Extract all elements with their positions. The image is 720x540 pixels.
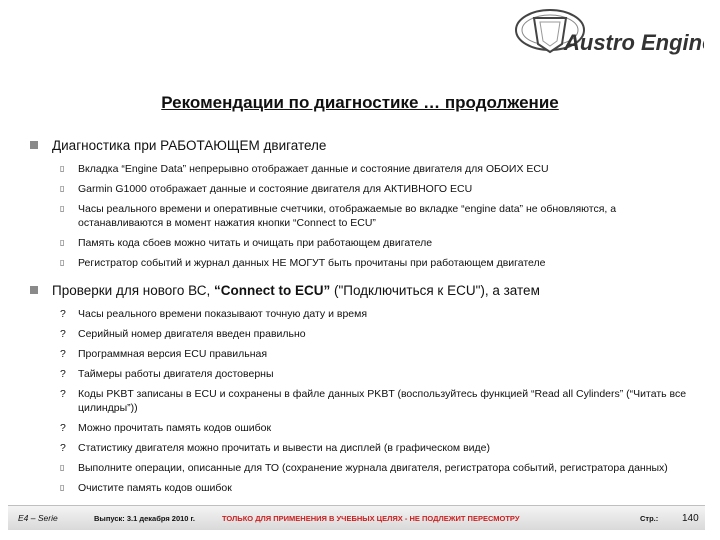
- square-bullet-icon: [30, 286, 38, 294]
- box-bullet-icon: ▯: [60, 204, 65, 213]
- list-item: ▯ Вкладка “Engine Data” непрерывно отображает данные и состояние двигателя для ОБОИХ ECU: [60, 163, 549, 175]
- list-item: ▯ Выполните операции, описанные для ТО (сохранение журнала двигателя, регистратора событий, регистратора данных): [60, 462, 668, 474]
- footer-series: E4 – Serie: [18, 513, 58, 523]
- list-item: ▯ Очистите память кодов ошибок: [60, 482, 232, 494]
- question-bullet: ?: [60, 308, 66, 320]
- list-item: ? Коды PKBT записаны в ECU и сохранены в файле данных PKBT (воспользуйтесь функцией “Read all Cylinders” (“Читать все цилиндры”)): [60, 388, 687, 414]
- list-item: ? Часы реального времени показывают точную дату и время: [60, 308, 368, 320]
- austro-engine-logo: [508, 6, 704, 62]
- section-heading: [30, 282, 700, 299]
- footer-bar: [8, 505, 705, 530]
- box-bullet-icon: ▯: [60, 463, 65, 472]
- section-heading: [30, 137, 700, 154]
- square-bullet-icon: [30, 141, 38, 149]
- page-title: Рекомендации по диагностике … продолжение: [161, 93, 559, 112]
- footer-warning: ТОЛЬКО ДЛЯ ПРИМЕНЕНИЯ В УЧЕБНЫХ ЦЕЛЯХ - НЕ ПОДЛЕЖИТ ПЕРЕСМОТРУ: [222, 513, 520, 523]
- question-bullet: ?: [60, 422, 66, 434]
- list-item: ? Серийный номер двигателя введен правильно: [60, 328, 306, 340]
- section-running-engine: [30, 137, 700, 270]
- logo-emblem-icon: [508, 6, 704, 62]
- box-bullet-icon: ▯: [60, 483, 65, 492]
- item-list: [30, 162, 700, 270]
- section-new-aircraft-checks: [30, 282, 700, 495]
- footer-issue-date: Выпуск: 3.1 декабря 2010 г.: [94, 513, 196, 523]
- box-bullet-icon: ▯: [60, 164, 65, 173]
- box-bullet-icon: ▯: [60, 258, 65, 267]
- list-item: ▯ Часы реального времени и оперативные счетчики, отображаемые во вкладке “engine data” не обновляются, а останавливаются в момент нажатия кнопки “Connect to ECU”: [60, 203, 617, 229]
- list-item: ? Можно прочитать память кодов ошибок: [60, 422, 272, 434]
- list-item: ? Статистику двигателя можно прочитать и вывести на дисплей (в графическом виде): [60, 442, 490, 454]
- list-item: ▯ Регистратор событий и журнал данных НЕ МОГУТ быть прочитаны при работающем двигателе: [60, 257, 546, 269]
- box-bullet-icon: ▯: [60, 184, 65, 193]
- list-item: ▯ Garmin G1000 отображает данные и состояние двигателя для АКТИВНОГО ECU: [60, 183, 473, 195]
- question-bullet: ?: [60, 348, 66, 360]
- logo-wordmark: Austro Engine: [564, 30, 704, 55]
- question-bullet: ?: [60, 368, 66, 380]
- question-bullet: ?: [60, 328, 66, 340]
- section-heading-text: Диагностика при РАБОТАЮЩЕМ двигателе: [52, 138, 327, 153]
- list-item: ? Программная версия ECU правильная: [60, 348, 268, 360]
- item-list: [30, 307, 700, 495]
- question-bullet: ?: [60, 442, 66, 454]
- box-bullet-icon: ▯: [60, 238, 65, 247]
- question-bullet: ?: [60, 388, 66, 400]
- list-item: ? Таймеры работы двигателя достоверны: [60, 368, 274, 380]
- footer-page-number: 140: [682, 512, 699, 524]
- section-heading-text: Проверки для нового ВС, “Connect to ECU” ("Подключиться к ECU"), а затем: [52, 283, 540, 298]
- footer-page-label: Стр.:: [640, 513, 659, 523]
- list-item: ▯ Память кода сбоев можно читать и очищать при работающем двигателе: [60, 237, 433, 249]
